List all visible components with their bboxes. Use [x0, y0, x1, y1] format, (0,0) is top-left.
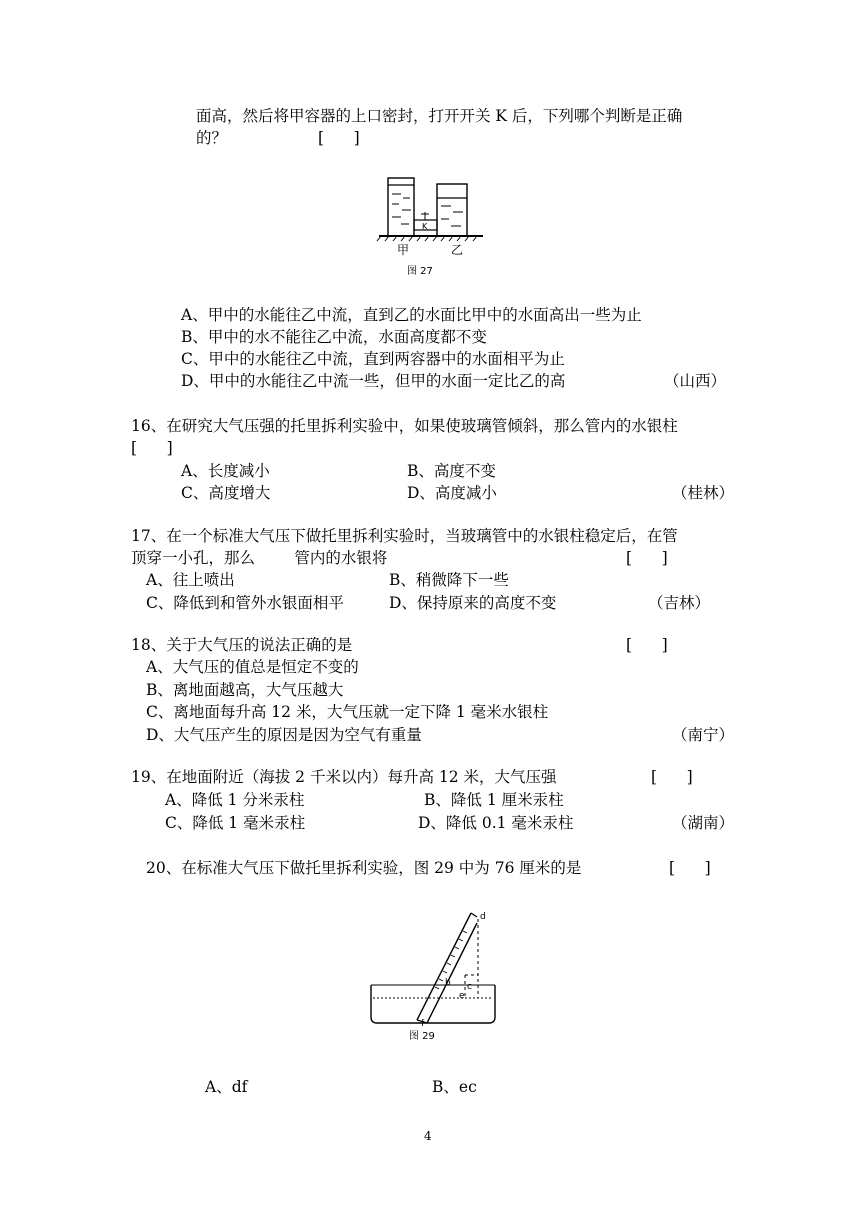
q18-source: （南宁）	[672, 726, 735, 744]
q16-source: （桂林）	[672, 484, 735, 502]
q18-option-b: B、离地面越高，大气压越大	[146, 681, 344, 699]
q18-stem: 18、关于大气压的说法正确的是	[131, 636, 353, 654]
q17-answer-bracket: [ ]	[626, 549, 668, 567]
q17-stem-line2: 顶穿一小孔，那么 管内的水银将	[131, 549, 388, 567]
q15-option-c: C、甲中的水能往乙中流，直到两容器中的水面相平为止	[181, 350, 565, 368]
q17-stem-line1: 17、在一个标准大气压下做托里拆利实验时，当玻璃管中的水银柱稳定后，在管	[131, 527, 678, 545]
point-d-label: d	[480, 912, 486, 922]
q19-option-c: C、降低 1 毫米汞柱	[165, 814, 306, 832]
q19-source: （湖南）	[672, 814, 735, 832]
figure-29-caption: 图 29	[409, 1031, 435, 1042]
figure-27-containers	[375, 172, 485, 282]
q19-option-a: A、降低 1 分米汞柱	[165, 791, 305, 809]
valve-k-label: K	[422, 222, 428, 231]
q19-option-d: D、降低 0.1 毫米汞柱	[418, 814, 574, 832]
q15-option-d: D、甲中的水能往乙中流一些，但甲的水面一定比乙的高	[181, 372, 566, 390]
q20-stem: 20、在标准大气压下做托里拆利实验，图 29 中为 76 厘米的是	[146, 859, 582, 877]
figure-27-caption: 图 27	[407, 266, 433, 277]
q16-answer-bracket: [ ]	[131, 439, 173, 457]
q20-option-b: B、ec	[432, 1078, 477, 1096]
q16-stem: 16、在研究大气压强的托里拆利实验中，如果使玻璃管倾斜，那么管内的水银柱	[131, 417, 678, 435]
q16-option-a: A、长度减小	[181, 462, 270, 480]
point-c-label: c	[467, 982, 472, 992]
container-yi-label: 乙	[451, 243, 464, 257]
q18-option-c: C、离地面每升高 12 米，大气压就一定下降 1 毫米水银柱	[146, 703, 549, 721]
page-number: 4	[424, 1129, 432, 1143]
q16-option-d: D、高度减小	[407, 484, 497, 502]
q17-option-d: D、保持原来的高度不变	[389, 594, 557, 612]
point-e-label: e	[459, 991, 465, 1001]
point-f-label: f	[421, 1019, 425, 1029]
q17-option-b: B、稍微降下一些	[389, 571, 509, 589]
q20-option-a: A、df	[205, 1078, 248, 1096]
point-b-label: b	[445, 978, 451, 988]
q17-source: （吉林）	[648, 594, 711, 612]
q15-stem-line2: 的？	[196, 129, 228, 147]
q19-stem: 19、在地面附近（海拔 2 千米以内）每升高 12 米，大气压强	[131, 768, 557, 786]
q17-option-a: A、往上喷出	[146, 571, 235, 589]
q15-option-a: A、甲中的水能往乙中流，直到乙的水面比甲中的水面高出一些为止	[181, 306, 642, 324]
container-jia-label: 甲	[397, 243, 410, 257]
figure-29-torricelli	[365, 905, 505, 1050]
q16-option-c: C、高度增大	[181, 484, 271, 502]
q15-answer-bracket: [ ]	[318, 129, 360, 147]
q18-option-d: D、大气压产生的原因是因为空气有重量	[146, 726, 422, 744]
q18-option-a: A、大气压的值总是恒定不变的	[146, 658, 359, 676]
q15-source: （山西）	[664, 372, 727, 390]
q16-option-b: B、高度不变	[407, 462, 496, 480]
q17-option-c: C、降低到和管外水银面相平	[146, 594, 344, 612]
q19-option-b: B、降低 1 厘米汞柱	[424, 791, 564, 809]
q18-answer-bracket: [ ]	[626, 636, 668, 654]
q15-option-b: B、甲中的水不能往乙中流，水面高度都不变	[181, 328, 487, 346]
q20-answer-bracket: [ ]	[669, 859, 711, 877]
q19-answer-bracket: [ ]	[651, 768, 693, 786]
q15-stem-line1: 面高，然后将甲容器的上口密封，打开开关 K 后，下列哪个判断是正确	[196, 107, 683, 125]
